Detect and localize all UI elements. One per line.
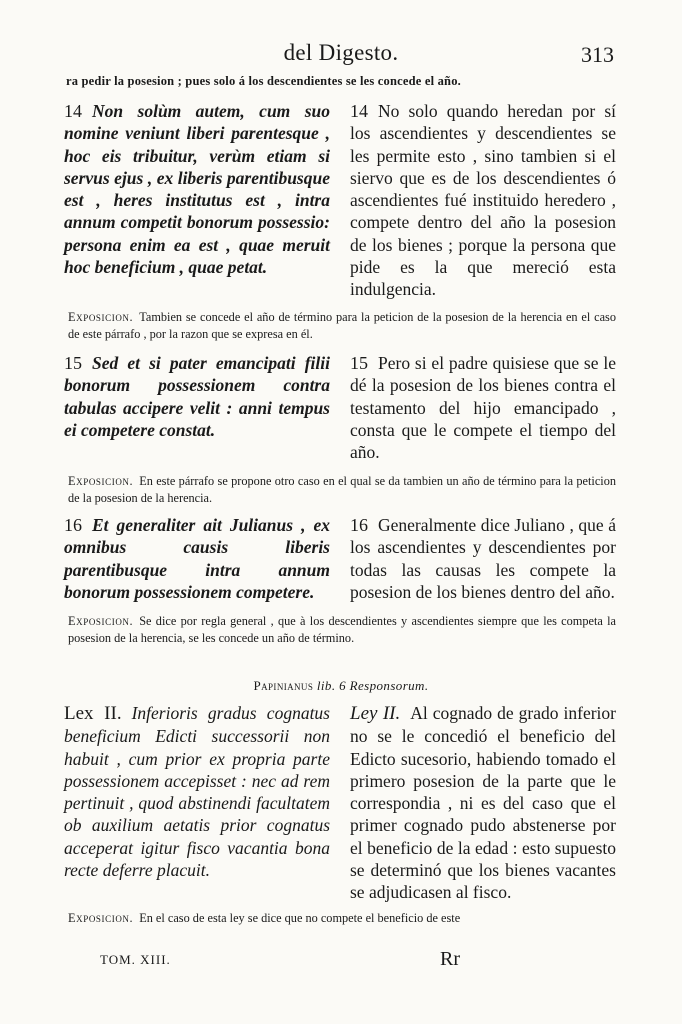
spanish-column [350, 702, 616, 904]
spanish-text: Generalmente dice Juliano , que á los ascendientes y descendientes por todas las causas les compete la posesion de los bienes dentro del año. [350, 515, 616, 602]
source-citation [0, 678, 682, 694]
paragraph-16 [64, 514, 616, 647]
latin-text: Inferioris gradus cognatus beneficium Edicti successorii non habuit , cum prior ex propria parte possessionem accepisset : nec ad rem pertinuit , quod abstinendi facultatem ob auxilium aetatis prior cognatus acceperat igitur fisco vacantia bona recte deferre placuit. [64, 703, 330, 881]
source-reference: lib. 6 Responsorum. [316, 678, 429, 693]
exposicion [64, 910, 616, 927]
exposicion [64, 309, 616, 343]
exposicion-label: Exposicion. [68, 614, 134, 629]
paragraph-14 [64, 100, 616, 343]
volume-label: TOM. XIII. [100, 952, 171, 967]
spanish-column [350, 100, 616, 301]
exposicion-text: Se dice por regla general , que à los descendientes y ascendientes siempre que les competa la posesion de la herencia, se les concede un año de término. [68, 614, 616, 646]
source-author: Papinianus [253, 678, 314, 693]
page-number: 313 [581, 42, 614, 67]
ley-label: Ley II. [350, 703, 401, 724]
page-header [0, 38, 682, 68]
exposicion-text: Tambien se concede el año de término para la peticion de la posesion de la herencia en el caso de este párrafo , por la razon que se expresa en él. [68, 309, 616, 341]
latin-column [64, 702, 330, 904]
spanish-column [350, 352, 616, 463]
latin-column [64, 514, 330, 603]
paragraph-number: 15 [64, 353, 82, 373]
lex-ii [64, 702, 616, 927]
paragraph-15 [64, 352, 616, 507]
page-footer [100, 950, 550, 974]
latin-column [64, 100, 330, 301]
paragraph-number: 14 [350, 101, 368, 121]
latin-text: Sed et si pater emancipati filii bonorum possessionem contra tabulas accipere velit : anni tempus ei competere constat. [64, 353, 330, 440]
exposicion-label: Exposicion. [68, 474, 134, 489]
running-title: del Digesto. [283, 40, 399, 65]
latin-text: Non solùm autem, cum suo nomine veniunt liberi parentesque , hoc eis tribuitur, verùm etiam si servus ejus , ex liberis parentibusque est , heres institutus est , intra annum competit bonorum possessio: persona enim ea est , quae meruit hoc beneficium , quae petat. [64, 101, 330, 278]
spanish-text: Pero si el padre quisiese que se le dé la posesion de los bienes contra el testamento del hijo emancipado , consta que le compete el tiempo del año. [350, 353, 616, 463]
spanish-text: Al cognado de grado inferior no se le concedió el beneficio del Edicto sucesorio, habiendo tomado el primero posesion de la parte que le correspondia , ni es del caso que el primer cognado pudo abstenerse por el beneficio de la edad : esto supuesto se determinó que los bienes vacantes se adjudicasen al fisco. [350, 703, 616, 903]
exposicion-label: Exposicion. [68, 910, 134, 925]
exposicion-label: Exposicion. [68, 309, 134, 324]
spanish-column [350, 514, 616, 603]
spanish-text: No solo quando heredan por sí los ascendientes y descendientes se les permite esto , sino tambien si el siervo que es de los descendientes ó ascendientes fué instituido heredero , compete dentro del año la posesion de los bienes ; porque la persona que pide es la que mereció esta indulgencia. [350, 101, 616, 300]
continued-exposicion: ra pedir la posesion ; pues solo á los descendientes se les concede el año. [66, 74, 461, 88]
exposicion-text: En este párrafo se propone otro caso en el qual se da tambien un año de término para la peticion de la posesion de la herencia. [68, 474, 616, 506]
exposicion-text: En el caso de esta ley se dice que no compete el beneficio de este [139, 910, 461, 925]
exposicion [64, 613, 616, 647]
latin-text: Et generaliter ait Julianus , ex omnibus causis liberis parentibusque intra annum bonorum possessionem competere. [64, 515, 330, 602]
signature-mark: Rr [440, 948, 460, 970]
paragraph-number: 16 [64, 515, 82, 535]
exposicion [64, 473, 616, 507]
paragraph-number: 14 [64, 101, 82, 121]
lex-label: Lex II. [64, 703, 122, 724]
latin-column [64, 352, 330, 463]
paragraph-number: 15 [350, 353, 368, 373]
paragraph-number: 16 [350, 515, 368, 535]
